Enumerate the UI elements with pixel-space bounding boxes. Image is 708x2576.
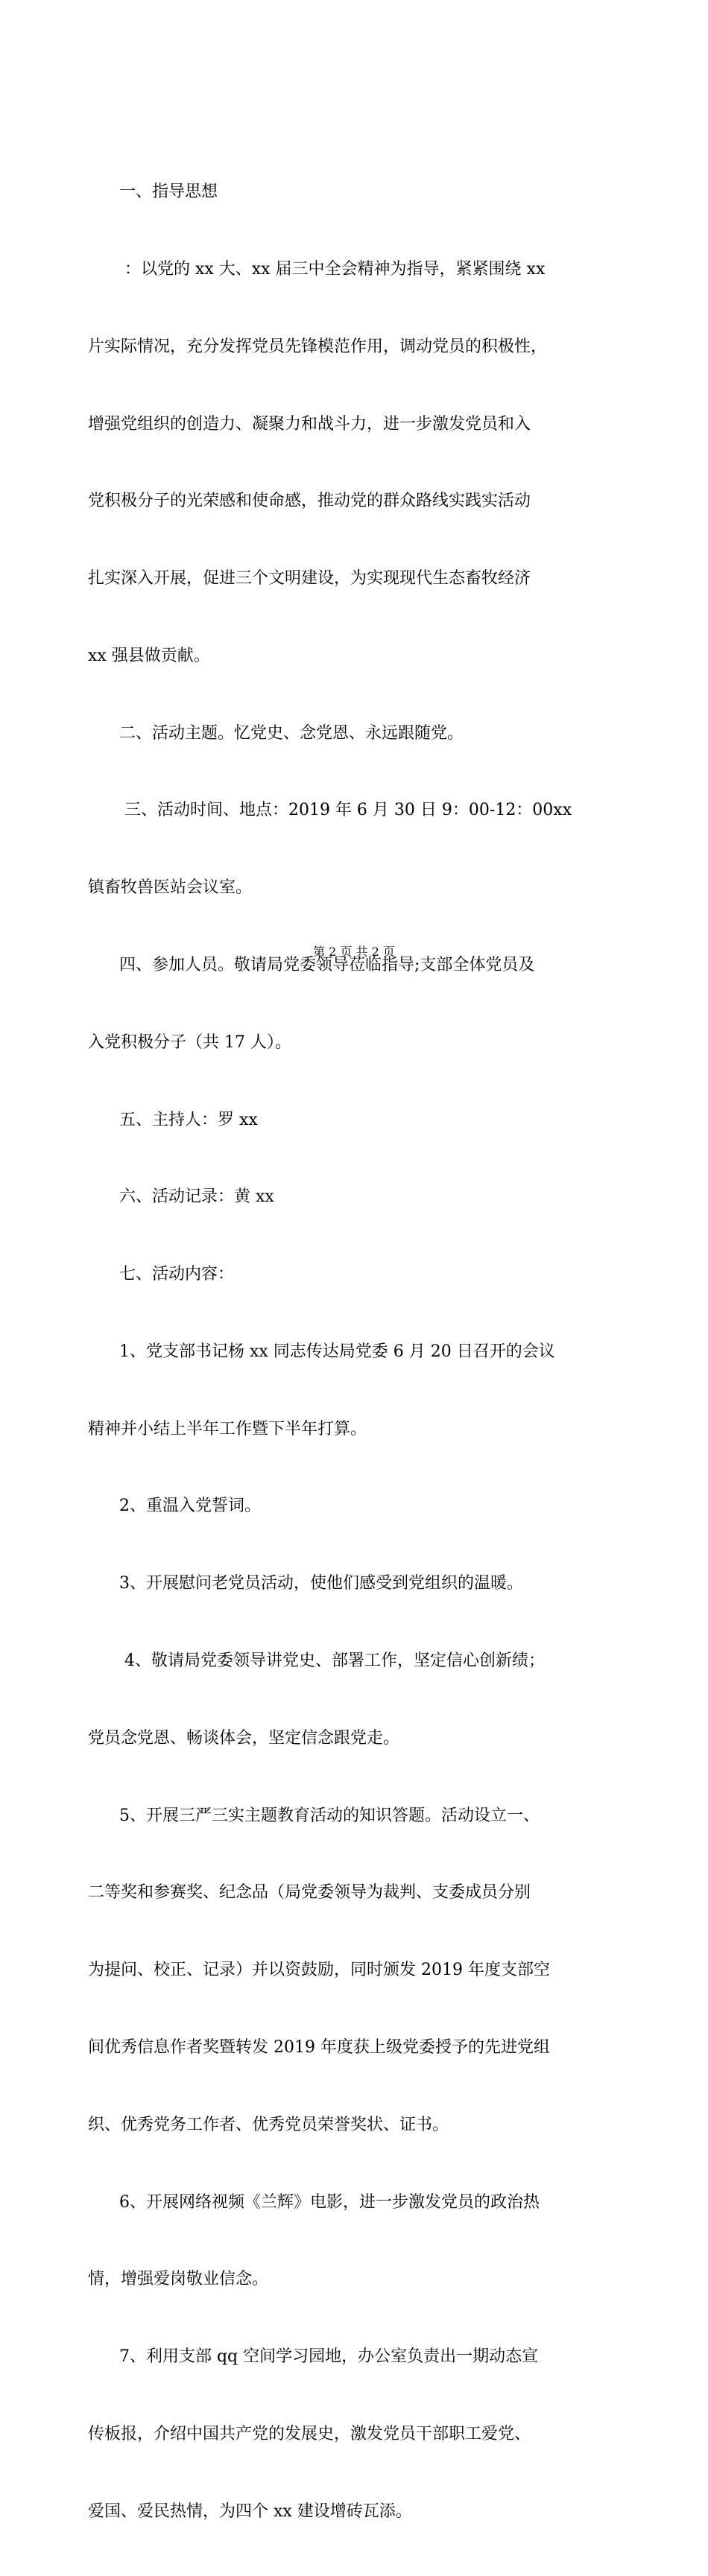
text-line: 5、开展三严三实主题教育活动的知识答题。活动设立一、 <box>88 1806 540 1825</box>
text-line: 1、党支部书记杨 xx 同志传达局党委 6 月 20 日召开的会议 <box>88 1342 555 1361</box>
text-line: 二、活动主题。忆党史、念党恩、永远跟随党。 <box>88 723 464 743</box>
text-line: 三、活动时间、地点：2019 年 6 月 30 日 9：00-12：00xx <box>88 801 572 820</box>
page-number-footer: 第 2 页 共 2 页 <box>313 945 395 959</box>
text-line: 六、活动记录：黄 xx <box>88 1187 274 1207</box>
text-line: 6、开展网络视频《兰辉》电影，进一步激发党员的政治热 <box>88 2192 540 2212</box>
text-line: 七、活动内容： <box>88 1265 234 1284</box>
text-line: 党积极分子的光荣感和使命感，推动党的群众路线实践实活动 <box>88 492 531 511</box>
text-line: 五、主持人：罗 xx <box>88 1110 258 1129</box>
text-line: 传板报，介绍中国共产党的发展史，激发党员干部职工爱党、 <box>88 2424 531 2443</box>
text-line: 2、重温入党誓词。 <box>88 1497 261 1516</box>
document-text <box>88 128 625 2576</box>
text-line: 二等奖和参赛奖、纪念品（局党委领导为裁判、支委成员分别 <box>88 1883 531 1903</box>
text-line: 四、参加人员。敬请局党委领导莅临指导;支部全体党员及 <box>88 956 535 974</box>
text-line: 党员念党恩、畅谈体会，坚定信念跟党走。 <box>88 1728 400 1748</box>
text-line: 爱国、爱民热情，为四个 xx 建设增砖瓦添。 <box>88 2502 412 2521</box>
text-line: 精神并小结上半年工作暨下半年打算。 <box>88 1419 367 1438</box>
document-body <box>88 128 625 2576</box>
text-line: 入党积极分子（共 17 人）。 <box>88 1032 291 1052</box>
text-line: 镇畜牧兽医站会议室。 <box>88 878 253 898</box>
text-line: xx 强县做贡献。 <box>88 646 210 665</box>
text-line: 情，增强爱岗敬业信念。 <box>88 2270 269 2289</box>
text-line: 一、指导思想 <box>88 183 218 202</box>
text-line: 扎实深入开展，促进三个文明建设，为实现现代生态畜牧经济 <box>88 569 531 589</box>
text-line: 织、优秀党务工作者、优秀党员荣誉奖状、证书。 <box>88 2115 449 2134</box>
text-line: 间优秀信息作者奖暨转发 2019 年度获上级党委授予的先进党组 <box>88 2037 550 2057</box>
text-line: 4、敬请局党委领导讲党史、部署工作，坚定信心创新绩； <box>88 1652 545 1671</box>
text-line: 3、开展慰问老党员活动，使他们感受到党组织的温暖。 <box>88 1574 523 1593</box>
text-line: 7、利用支部 qq 空间学习园地，办公室负责出一期动态宣 <box>88 2347 539 2367</box>
text-line: 为提问、校正、记录）并以资鼓励，同时颁发 2019 年度支部空 <box>88 1961 550 1980</box>
text-line: 片实际情况，充分发挥党员先锋模范作用，调动党员的积极性， <box>88 337 548 356</box>
text-line: 增强党组织的创造力、凝聚力和战斗力，进一步激发党员和入 <box>88 414 531 434</box>
text-line: ：以党的 xx 大、xx 届三中全会精神为指导，紧紧围绕 xx <box>88 259 546 279</box>
